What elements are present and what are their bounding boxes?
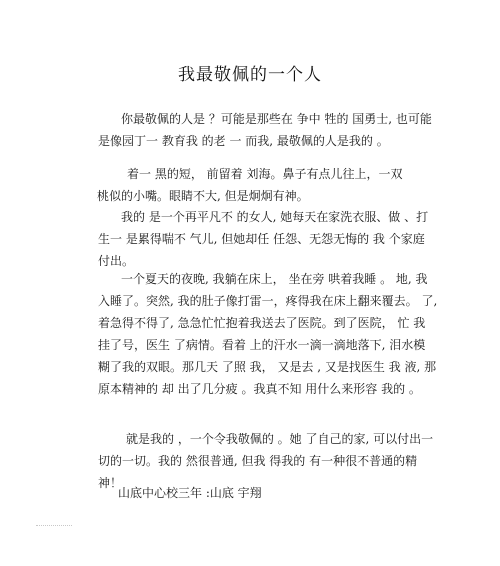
paragraph-line: 切的一切。我的 然很普通, 但我 得我的 有一种很不普通的精 (98, 454, 418, 468)
paragraph-line: 原本精神的 却 出了几分疲 。我真不知 用什么来形容 我的 。 (98, 382, 421, 396)
paragraph-line: 糊了我的双眼。那几天 了照 我， 又是去 , 又是找医生 我 液, 那 (98, 360, 437, 374)
paragraph-line: 着一 黑的短， 前留着 刘海。鼻子有点儿往上，一双 (127, 167, 403, 181)
paragraph-line: 是像园丁一 教育我 的老 一 而我, 最敬佩的人是我的 。 (98, 134, 389, 148)
paragraph-1 (98, 108, 432, 152)
paragraph-line: 神！ (98, 476, 123, 490)
paragraph-line: 我的 是一个再平凡不 的女人, 她每天在家洗衣服、做 、打 (121, 210, 429, 224)
paragraph-2 (97, 163, 403, 207)
paragraph-line: 一个夏天的夜晚, 我躺在床上， 坐在旁 哄着我睡 。 地, 我 (121, 272, 428, 286)
document-title: 我最敬佩的一个人 (178, 65, 322, 85)
paragraph-line: 桃似的小嘴。眼睛不大, 但是炯炯有神。 (97, 189, 309, 203)
paragraph-3 (98, 206, 429, 272)
footer-divider (36, 525, 72, 526)
paragraph-line: 付出。 (98, 254, 135, 268)
paragraph-line: 入睡了。突然, 我的肚子像打雷一，疼得我在床上翻来覆去。 了, (98, 294, 438, 308)
paragraph-line: 挂了号，医生 了病情。看着 上的汗水一滴一滴地落下, 泪水模 (98, 338, 426, 352)
paragraph-line: 着急得不得了, 急急忙忙抱着我送去了医院。到了医院， 忙 我 (98, 316, 426, 330)
paragraph-line: 你最敬佩的人是 ？可能是那些在 争中 牲的 国勇士, 也可能 (121, 112, 432, 126)
author-byline: 山底中心校三年 :山底 宇翔 (118, 486, 262, 500)
paragraph-line: 就是我的 ，一个令我敬佩的 。她 了自己的家, 可以付出一 (126, 432, 434, 446)
paragraph-4 (98, 268, 438, 400)
paragraph-line: 生一 是累得喘不 气儿, 但她却任 任怨、无怨无悔的 我 个家庭 (98, 232, 425, 246)
